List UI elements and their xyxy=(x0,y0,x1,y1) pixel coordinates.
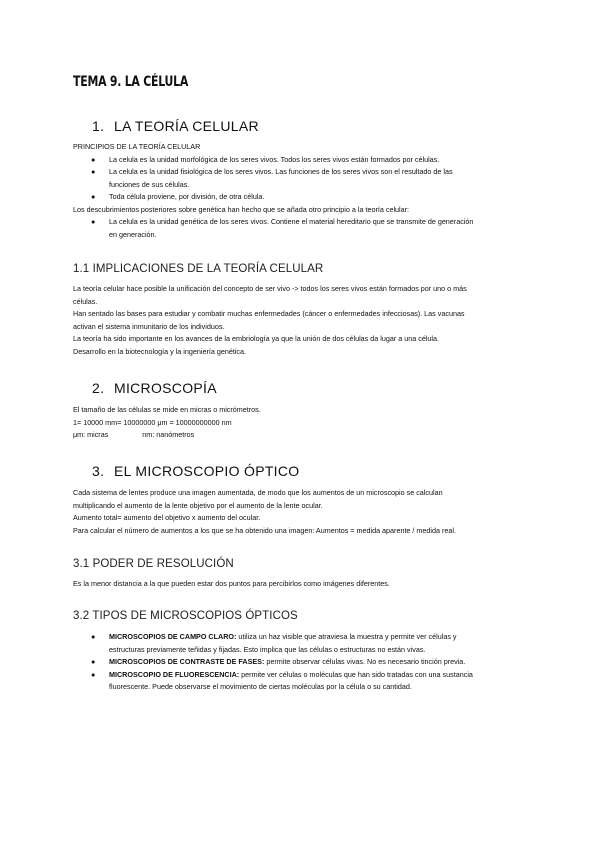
bullet-dot: ● xyxy=(91,669,96,679)
paragraph-line: Para calcular el número de aumentos a los que se ha obtenido una imagen: Aumentos = medida aparente / medida real. xyxy=(73,525,456,535)
bullet-dot: ● xyxy=(91,167,96,176)
list-item: ● MICROSCOPIOS DE CONTRASTE DE FASES: permite observar células vivas. No es necesario tinción previa. xyxy=(73,656,528,669)
paragraph-line: multiplicando el aumento de la lente objetivo por el aumento de la lente ocular. xyxy=(73,500,323,510)
heading-tipos-microscopios: 3.2 TIPOS DE MICROSCOPIOS ÓPTICOS xyxy=(73,610,298,622)
paragraph-line: Han sentado las bases para estudiar y combatir muchas enfermedades (cáncer o enfermedades infecciosas). Las vacunas xyxy=(73,309,465,318)
heading-number: 1. xyxy=(92,118,105,134)
heading-microscopia xyxy=(92,380,217,396)
list-item: ● La celula es la unidad morfológica de los seres vivos. Todos los seres vivos están formados por células. xyxy=(73,154,528,167)
list-item: ● MICROSCOPIO DE FLUORESCENCIA: permite ver células o moléculas que han sido tratadas con una sustancia fluorescente. Puede observarse el movimiento de ciertas moléculas por la célula o su cantidad. xyxy=(91,669,473,691)
heading-number: 2. xyxy=(92,380,105,396)
paragraph-line: Cada sistema de lentes produce una imagen aumentada, de modo que los aumentos de un microscopio se calculan xyxy=(73,488,443,497)
bullet-dot: ● xyxy=(91,154,96,164)
microscopio-optico-block xyxy=(73,487,528,537)
paragraph-line: Desarrollo en la biotecnología y la ingeniería genética. xyxy=(73,346,247,356)
paragraph-line: 1= 10000 mm= 10000000 μm = 10000000000 nm xyxy=(73,417,232,427)
bullet-dot: ● xyxy=(91,632,96,641)
paragraph: Los descubrimientos posteriores sobre genética han hecho que se añada otro principio a la teoría celular: xyxy=(73,204,410,214)
paragraph-line: El tamaño de las células se mide en micras o micrómetros. xyxy=(73,405,261,414)
heading-teoria-celular xyxy=(92,118,259,134)
bullet-dot: ● xyxy=(91,657,96,666)
item-label: MICROSCOPIOS DE CAMPO CLARO: xyxy=(109,632,237,641)
unit-nanometros: nm: nanómetros xyxy=(142,430,195,439)
implicaciones-block xyxy=(73,283,528,358)
item-label: MICROSCOPIOS DE CONTRASTE DE FASES: xyxy=(109,657,265,666)
paragraph-line: células. xyxy=(73,296,98,306)
unit-micras: μm: micras xyxy=(73,430,109,439)
paragraph-line: La teoría ha sido importante en los avances de la embriología ya que la unión de dos células da lugar a una célula. xyxy=(73,334,440,343)
principles-label: PRINCIPIOS DE LA TEORÍA CELULAR xyxy=(73,142,201,151)
principios-block xyxy=(73,141,528,241)
list-item: ● Toda célula proviene, por división, de otra célula. xyxy=(73,191,528,204)
list-item: ● MICROSCOPIOS DE CAMPO CLARO: utiliza un haz visible que atraviesa la muestra y permite ver células y estructuras previamente teñidas y fijadas. Esto implica que las células o estructuras no están vivas. xyxy=(91,632,457,654)
item-label: MICROSCOPIO DE FLUORESCENCIA: xyxy=(109,669,240,679)
list-item: ● La celula es la unidad genética de los seres vivos. Contiene el material hereditario que se transmite de generación en generación. xyxy=(91,217,474,239)
paragraph-line: Es la menor distancia a la que pueden estar dos puntos para percibirlos como imágenes diferentes. xyxy=(73,579,390,588)
paragraph-line: La teoría celular hace posible la unificación del concepto de ser vivo -> todos los seres vivos están formados por uno o más xyxy=(73,284,467,293)
paragraph-line: Aumento total= aumento del objetivo x aumento del ocular. xyxy=(73,513,261,522)
units-line xyxy=(73,429,528,442)
heading-poder-resolucion: 3.1 PODER DE RESOLUCIÓN xyxy=(73,558,234,570)
bullet-dot: ● xyxy=(91,192,96,201)
heading-microscopio-optico xyxy=(92,463,299,479)
microscopia-block xyxy=(73,404,528,442)
poder-resolucion-block xyxy=(73,578,528,591)
heading-text: LA TEORÍA CELULAR xyxy=(114,118,259,134)
paragraph-line: activan el sistema inmunitario de los individuos. xyxy=(73,321,225,331)
tipos-microscopios-block xyxy=(73,631,528,694)
list-item: ● La celula es la unidad fisiológica de los seres vivos. Las funciones de los seres vivos son el resultado de las funciones de sus células. xyxy=(91,167,453,189)
heading-implicaciones: 1.1 IMPLICACIONES DE LA TEORÍA CELULAR xyxy=(73,263,324,275)
heading-number: 3. xyxy=(92,463,105,479)
heading-text: EL MICROSCOPIO ÓPTICO xyxy=(114,463,300,479)
heading-text: MICROSCOPÍA xyxy=(114,380,217,396)
bullet-dot: ● xyxy=(91,217,96,226)
document-title: TEMA 9. LA CÉLULA xyxy=(73,74,189,90)
